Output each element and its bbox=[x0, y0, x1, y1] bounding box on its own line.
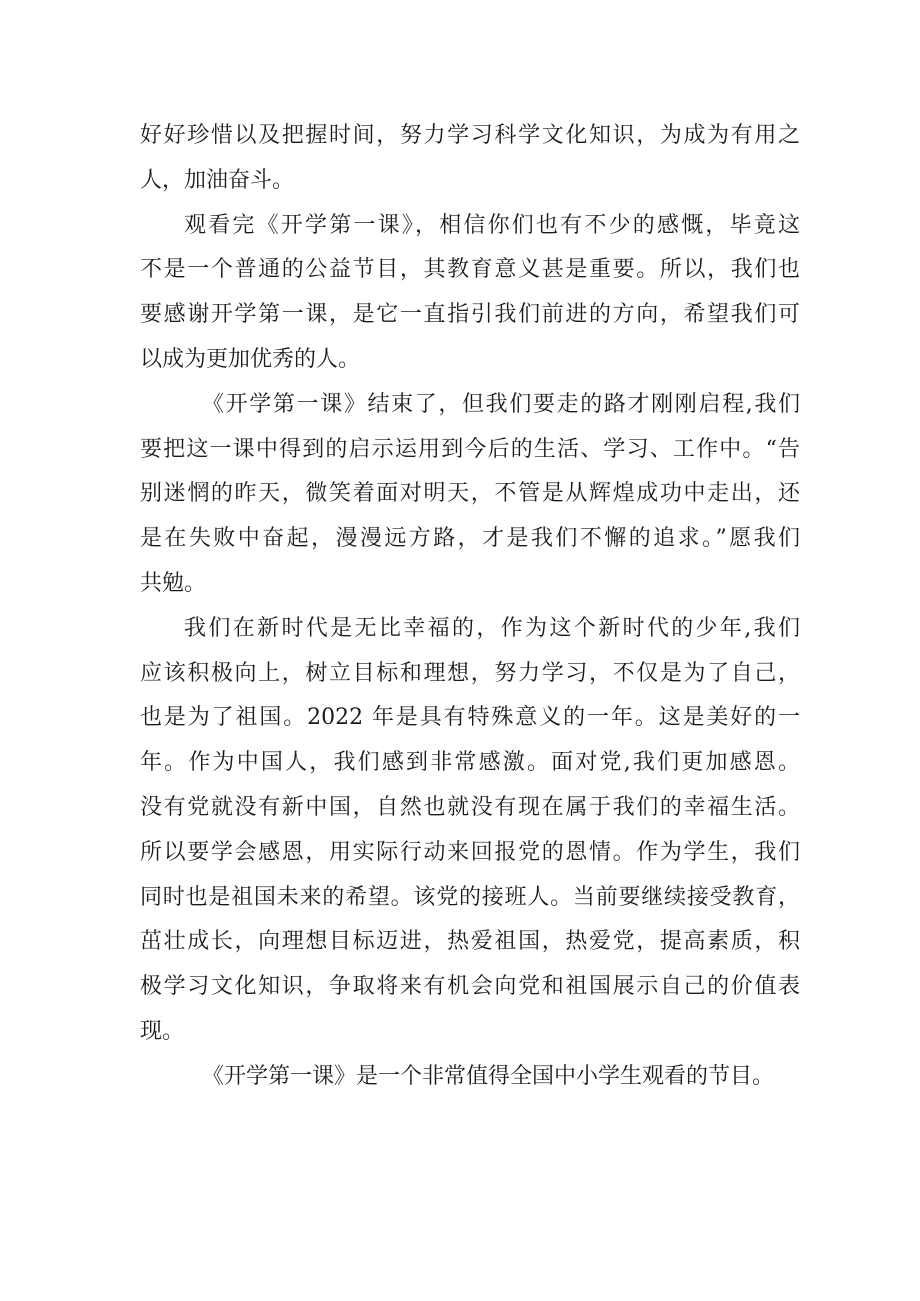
paragraph-4-line-5: 没有党就没有新中国，自然也就没有现在属于我们的幸福生活。 bbox=[140, 794, 800, 820]
paragraph-4-line-6: 所以要学会感恩，用实际行动来回报党的恩情。作为学生，我们 bbox=[140, 839, 800, 865]
paragraph-3-line-4: 是在失败中奋起，漫漫远方路，才是我们不懈的追求。”愿我们 bbox=[140, 526, 800, 552]
paragraph-4-line-3: 也是为了祖国。2022 年是具有特殊意义的一年。这是美好的一 bbox=[140, 705, 800, 731]
paragraph-1-line-1: 好好珍惜以及把握时间，努力学习科学文化知识，为成为有用之 bbox=[140, 123, 800, 148]
paragraph-3-line-2: 要把这一课中得到的启示运用到今后的生活、学习、工作中。“告 bbox=[140, 436, 800, 462]
paragraph-3-line-5: 共勉。 bbox=[140, 570, 207, 596]
paragraph-4-line-9: 极学习文化知识，争取将来有机会向党和祖国展示自己的价值表 bbox=[140, 974, 800, 1000]
paragraph-3-line-1: 《开学第一课》结束了，但我们要走的路才刚刚启程,我们 bbox=[202, 391, 800, 417]
document-body bbox=[140, 114, 800, 1100]
paragraph-1-line-2: 人，加油奋斗。 bbox=[140, 167, 295, 193]
paragraph-4-line-2: 应该积极向上，树立目标和理想，努力学习，不仅是为了自己， bbox=[140, 660, 800, 686]
paragraph-4-line-8: 茁壮成长，向理想目标迈进，热爱祖国，热爱党，提高素质，积 bbox=[140, 929, 800, 955]
paragraph-4-line-10: 现。 bbox=[140, 1018, 185, 1044]
paragraph-4-line-4: 年。作为中国人，我们感到非常感激。面对党,我们更加感恩。 bbox=[140, 750, 800, 776]
paragraph-2-line-4: 以成为更加优秀的人。 bbox=[140, 346, 361, 372]
paragraph-3-line-3: 别迷惘的昨天，微笑着面对明天，不管是从辉煌成功中走出，还 bbox=[140, 481, 800, 507]
paragraph-2-line-1: 观看完《开学第一课》，相信你们也有不少的感慨，毕竟这 bbox=[184, 212, 800, 238]
paragraph-4-line-7: 同时也是祖国未来的希望。该党的接班人。当前要继续接受教育， bbox=[140, 884, 800, 910]
paragraph-2-line-3: 要感谢开学第一课，是它一直指引我们前进的方向，希望我们可 bbox=[140, 302, 800, 328]
paragraph-5-line-1: 《开学第一课》是一个非常值得全国中小学生观看的节目。 bbox=[202, 1063, 775, 1089]
paragraph-2-line-2: 不是一个普通的公益节目，其教育意义甚是重要。所以，我们也 bbox=[140, 257, 800, 283]
paragraph-4-line-1: 我们在新时代是无比幸福的，作为这个新时代的少年,我们 bbox=[184, 615, 800, 641]
